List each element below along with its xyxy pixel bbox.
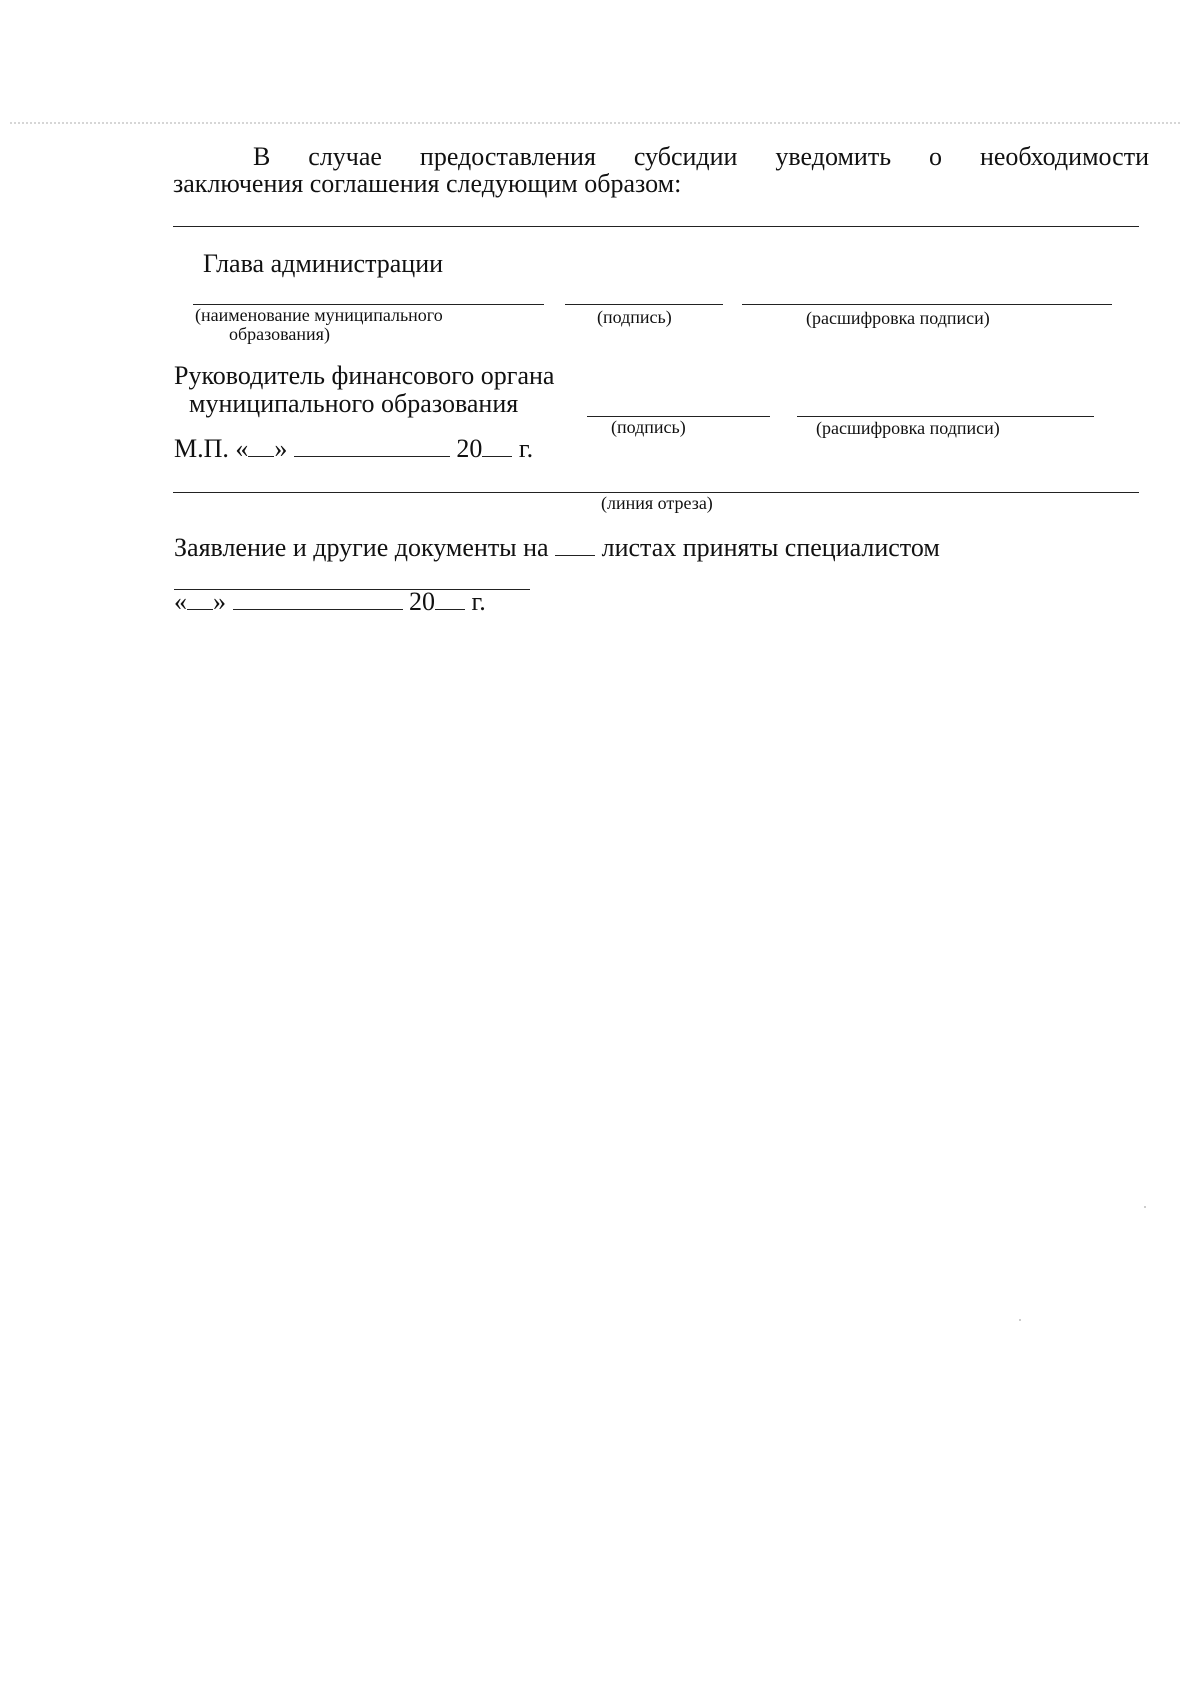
caption-municipality-name-2: образования) [229,324,330,344]
caption-finance-signature: (подпись) [611,417,686,437]
cut-line-caption: (линия отреза) [601,493,713,513]
stamp-label: М.П. [174,434,229,463]
caption-finance-decoding: (расшифровка подписи) [816,418,1000,438]
receipt-year-prefix: 20 [409,587,435,616]
notice-word: уведомить [775,142,892,171]
day-blank[interactable] [248,434,274,457]
notice-word: субсидии [633,142,738,171]
receipt-day-blank[interactable] [187,587,213,610]
finance-head-title-1: Руководитель финансового органа [174,361,555,390]
receipt-text-before: Заявление и другие документы на [174,533,549,562]
receipt-row [174,533,940,563]
head-decoding-line[interactable] [742,304,1112,305]
notice-word: случае [308,142,382,171]
caption-municipality-name-1: (наименование муниципального [195,305,443,325]
scan-speck [1019,1319,1021,1321]
receipt-date-row [174,587,486,617]
stamp-date-row [174,434,533,464]
month-blank[interactable] [294,434,450,457]
year-blank[interactable] [482,434,512,457]
scan-edge-artifact [10,122,1180,124]
notice-word: предоставления [419,142,596,171]
receipt-month-blank[interactable] [233,587,403,610]
scan-speck [1144,1206,1146,1208]
year-prefix: 20 [456,434,483,463]
receipt-year-blank[interactable] [435,587,465,610]
notice-word: о [929,142,943,171]
caption-head-decoding: (расшифровка подписи) [806,308,990,328]
notice-line-2: заключения соглашения следующим образом: [173,169,682,198]
sheets-count-blank[interactable] [555,533,595,556]
open-quote: « [235,434,249,463]
receipt-close-quote: » [213,587,226,616]
notice-line-1 [173,143,1149,170]
finance-head-title-2: муниципального образования [189,389,519,418]
finance-decoding-line[interactable] [797,416,1094,417]
notice-word: В [253,142,271,171]
year-suffix: г. [518,434,534,463]
head-admin-title: Глава администрации [203,249,444,278]
notice-paragraph [173,143,1149,197]
receipt-year-suffix: г. [471,587,486,616]
receipt-open-quote: « [174,587,187,616]
notice-word: необходимости [979,142,1149,171]
close-quote: » [274,434,288,463]
notice-fill-line[interactable] [173,226,1139,227]
head-signature-line[interactable] [565,304,723,305]
caption-head-signature: (подпись) [597,307,672,327]
receipt-text-after: листах приняты специалистом [601,533,940,562]
